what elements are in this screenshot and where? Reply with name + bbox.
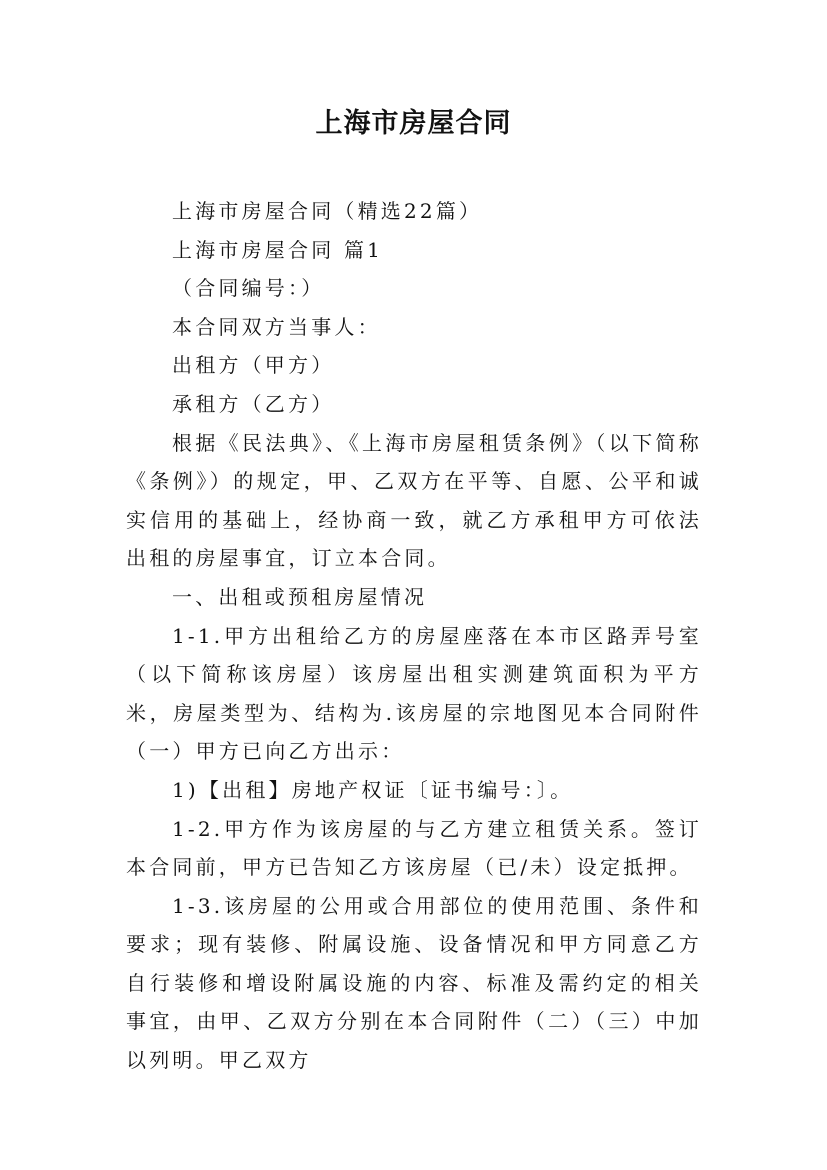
paragraph-section-1-heading: 一、出租或预租房屋情况 <box>172 584 428 609</box>
paragraph-parties-heading: 本合同双方当事人： <box>172 314 381 339</box>
paragraph-chapter-heading: 上海市房屋合同 篇1 <box>172 237 384 262</box>
paragraph-lessor: 出租方（甲方） <box>172 353 335 378</box>
paragraph-clause-1-2: 1-2.甲方作为该房屋的与乙方建立租赁关系。签订本合同前，甲方已告知乙方该房屋（已/未）设定抵押。 <box>126 816 702 880</box>
document-body <box>126 192 702 1080</box>
paragraph-clause-1-1-item: 1)【出租】房地产权证〔证书编号：〕。 <box>172 777 574 802</box>
paragraph-lessee: 承租方（乙方） <box>172 391 335 416</box>
document-title: 上海市房屋合同 <box>315 108 512 139</box>
paragraph-preamble: 根据《民法典》、《上海市房屋租赁条例》（以下简称《条例》）的规定，甲、乙双方在平等、自愿、公平和诚实信用的基础上，经协商一致，就乙方承租甲方可依法出租的房屋事宜，订立本合同。 <box>126 430 702 571</box>
paragraph-collection-title: 上海市房屋合同（精选22篇） <box>172 199 483 223</box>
paragraph-clause-1-1: 1-1.甲方出租给乙方的房屋座落在本市区路弄号室（以下简称该房屋）该房屋出租实测建筑面积为平方米，房屋类型为、结构为.该房屋的宗地图见本合同附件（一）甲方已向乙方出示： <box>126 623 702 764</box>
paragraph-clause-1-3: 1-3.该房屋的公用或合用部位的使用范围、条件和要求；现有装修、附属设施、设备情况和甲方同意乙方自行装修和增设附属设施的内容、标准及需约定的相关事宜，由甲、乙双方分别在本合同附件（二）（三）中加以列明。甲乙双方 <box>126 893 702 1073</box>
paragraph-contract-number: （合同编号：） <box>172 276 325 301</box>
